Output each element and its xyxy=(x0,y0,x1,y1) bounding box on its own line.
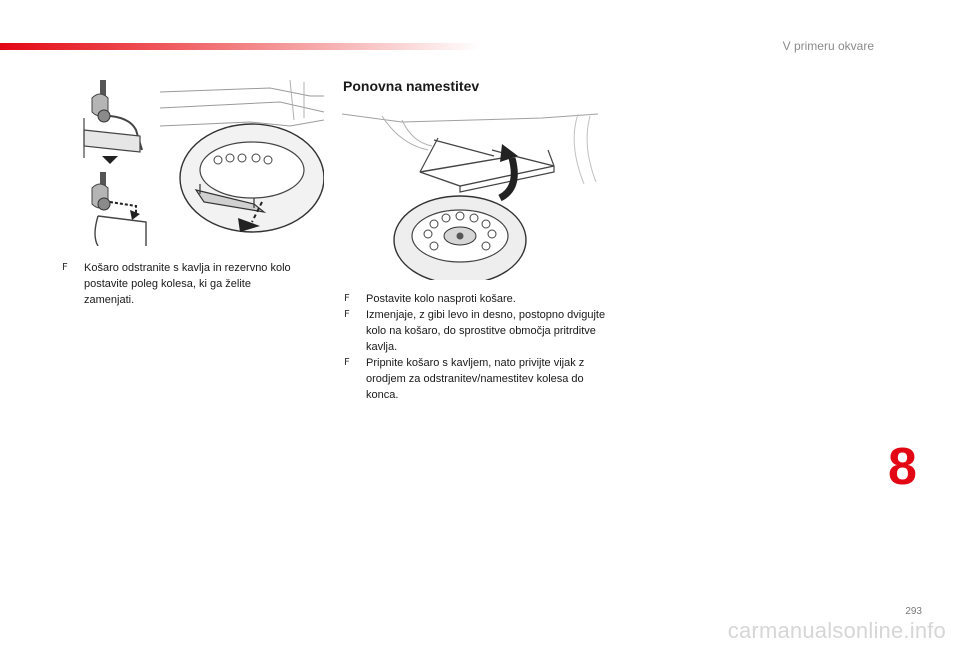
watermark: carmanualsonline.info xyxy=(727,618,946,643)
refitting-heading: Ponovna namestitev xyxy=(343,78,480,94)
basket-removal-illustration xyxy=(160,78,324,246)
right-instruction-list xyxy=(344,291,606,403)
step-marker: F xyxy=(62,262,68,273)
left-instruction-list xyxy=(62,260,302,308)
hook-detail-illustration xyxy=(80,78,154,246)
step-text: Izmenjaje, z gibi levo in desno, postopno dvigujte kolo na košaro, do sprostitve območja pritrditve kavlja. xyxy=(366,309,606,353)
page-number: 293 xyxy=(905,606,922,617)
section-title: V primeru okvare xyxy=(782,39,874,53)
wheel-refit-illustration xyxy=(342,110,598,280)
step-marker: F xyxy=(344,309,350,320)
step-text: Postavite kolo nasproti košare. xyxy=(366,293,516,305)
step-marker: F xyxy=(344,293,350,304)
list-item xyxy=(62,260,302,308)
step-marker: F xyxy=(344,357,350,368)
list-item xyxy=(344,291,606,307)
step-text: Košaro odstranite s kavlja in rezervno kolo postavite poleg kolesa, ki ga želite zamenjati. xyxy=(84,262,291,306)
list-item xyxy=(344,355,606,403)
list-item xyxy=(344,307,606,355)
step-text: Pripnite košaro s kavljem, nato privijte vijak z orodjem za odstranitev/namestitev kolesa do konca. xyxy=(366,357,585,401)
header-accent-bar xyxy=(0,43,480,50)
chapter-number: 8 xyxy=(888,438,917,496)
